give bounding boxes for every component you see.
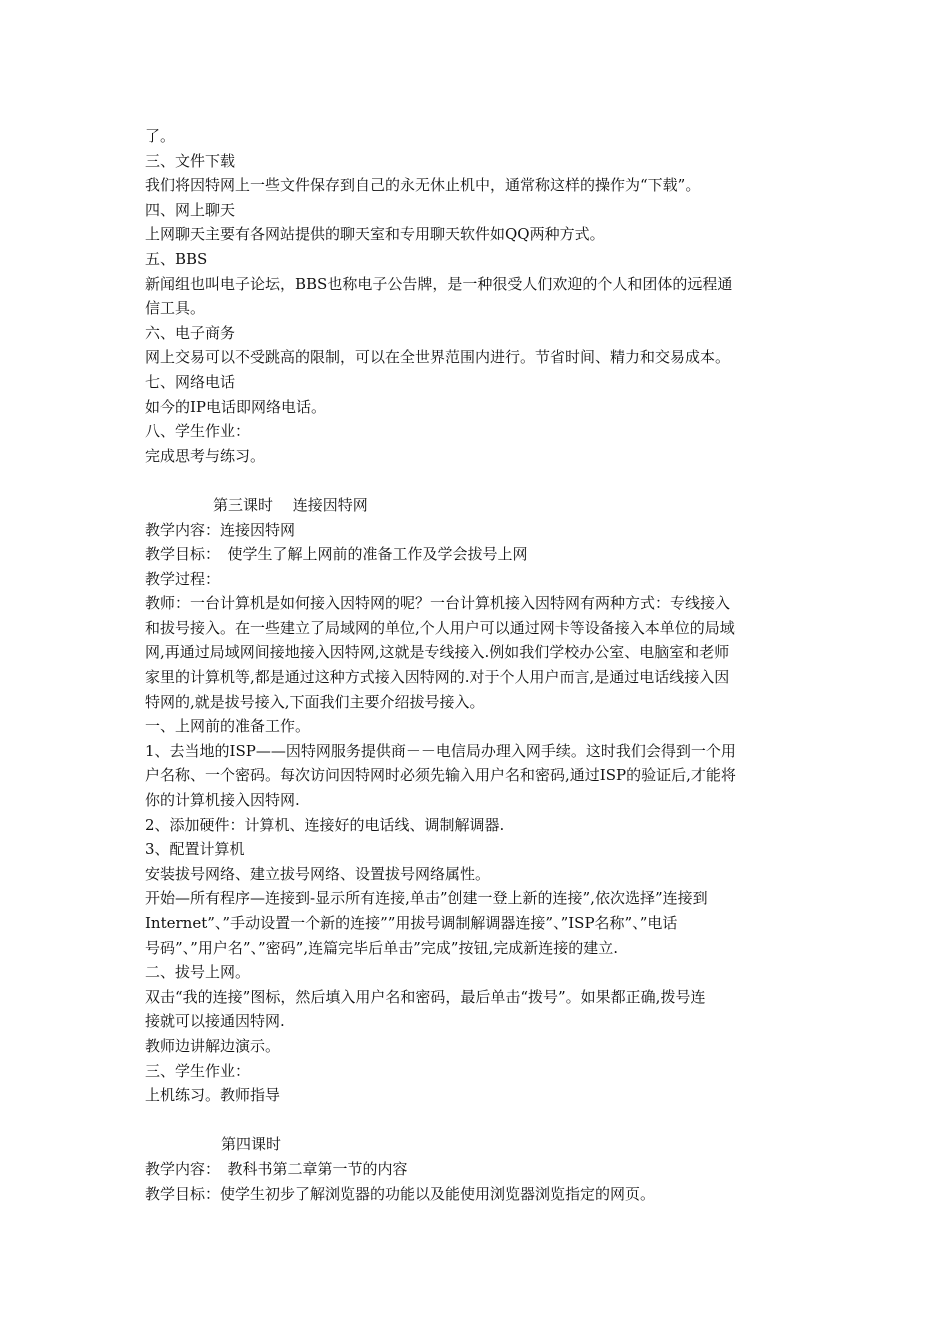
text-line: 教学内容： 教科书第二章第一节的内容 bbox=[145, 1159, 408, 1178]
blank-line bbox=[145, 1108, 810, 1133]
lesson-title: 第四课时 bbox=[221, 1135, 282, 1154]
text-line: 接就可以接通因特网. bbox=[145, 1012, 285, 1031]
text-line: 1、去当地的ISP——因特网服务提供商－－电信局办理入网手续。这时我们会得到一个用 bbox=[145, 741, 736, 760]
text-line: 你的计算机接入因特网. bbox=[145, 791, 300, 810]
text-line: 上机练习。教师指导 bbox=[145, 1086, 281, 1105]
text-line: 完成思考与练习。 bbox=[145, 446, 266, 465]
text-line: 号码”、”用户名”、”密码”,连篇完毕后单击”完成”按钮,完成新连接的建立. bbox=[145, 938, 618, 957]
text-line: 家里的计算机等,都是通过这种方式接入因特网的.对于个人用户而言,是通过电话线接入因 bbox=[145, 668, 730, 687]
section-heading: 五、BBS bbox=[145, 249, 208, 268]
text-line: 信工具。 bbox=[145, 299, 206, 318]
text-line: 教学过程： bbox=[145, 569, 221, 588]
section-heading: 二、拔号上网。 bbox=[145, 963, 251, 982]
section-heading: 三、文件下载 bbox=[145, 151, 236, 170]
section-heading: 六、电子商务 bbox=[145, 323, 236, 342]
text-line: 网,再通过局域网间接地接入因特网,这就是专线接入.例如我们学校办公室、电脑室和老师 bbox=[145, 643, 730, 662]
section-heading: 四、网上聊天 bbox=[145, 200, 236, 219]
text-line: 网上交易可以不受跳高的限制，可以在全世界范围内进行。节省时间、精力和交易成本。 bbox=[145, 348, 731, 367]
text-line: 了。 bbox=[145, 127, 176, 145]
text-line: 开始—所有程序—连接到-显示所有连接,单击”创建一登上新的连接”,依次选择”连接到 bbox=[145, 889, 708, 908]
text-line: 和拔号接入。在一些建立了局域网的单位,个人用户可以通过网卡等设备接入本单位的局域 bbox=[145, 618, 735, 637]
text-line: 新闻组也叫电子论坛，BBS也称电子公告牌，是一种很受人们欢迎的个人和团体的远程通 bbox=[145, 274, 733, 293]
section-heading: 三、学生作业： bbox=[145, 1061, 251, 1080]
text-line: 2、添加硬件：计算机、连接好的电话线、调制解调器. bbox=[145, 815, 505, 834]
blank-line bbox=[145, 468, 810, 493]
text-line: 教师：一台计算机是如何接入因特网的呢？一台计算机接入因特网有两种方式：专线接入 bbox=[145, 594, 731, 613]
text-line: 我们将因特网上一些文件保存到自己的永无休止机中，通常称这样的操作为“下载”。 bbox=[145, 176, 701, 195]
text-line: Internet”、”手动设置一个新的连接””用拔号调制解调器连接”、”ISP名称”、”电话 bbox=[145, 914, 678, 932]
text-line: 教学目标：使学生初步了解浏览器的功能以及能使用浏览器浏览指定的网页。 bbox=[145, 1184, 656, 1203]
text-line: 教学目标： 使学生了解上网前的准备工作及学会拔号上网 bbox=[145, 545, 528, 564]
text-line: 3、配置计算机 bbox=[145, 840, 245, 859]
text-line: 教师边讲解边演示。 bbox=[145, 1036, 281, 1055]
section-heading: 七、网络电话 bbox=[145, 372, 236, 391]
text-line: 双击“我的连接”图标，然后填入用户名和密码，最后单击“拨号”。如果都正确,拨号连 bbox=[145, 987, 706, 1006]
text-line: 户名称、一个密码。每次访问因特网时必须先输入用户名和密码,通过ISP的验证后,才能将 bbox=[145, 766, 736, 785]
section-heading: 八、学生作业： bbox=[145, 422, 251, 441]
text-line: 教学内容：连接因特网 bbox=[145, 520, 296, 539]
text-line: 上网聊天主要有各网站提供的聊天室和专用聊天软件如QQ两种方式。 bbox=[145, 225, 605, 244]
document-page bbox=[145, 124, 810, 1206]
lesson-title: 第三课时 连接因特网 bbox=[213, 495, 368, 514]
text-line: 如今的IP电话即网络电话。 bbox=[145, 397, 327, 416]
text-line: 特网的,就是拔号接入,下面我们主要介绍拔号接入。 bbox=[145, 692, 485, 711]
text-line: 安装拔号网络、建立拔号网络、设置拔号网络属性。 bbox=[145, 864, 491, 883]
section-heading: 一、上网前的准备工作。 bbox=[145, 717, 311, 736]
